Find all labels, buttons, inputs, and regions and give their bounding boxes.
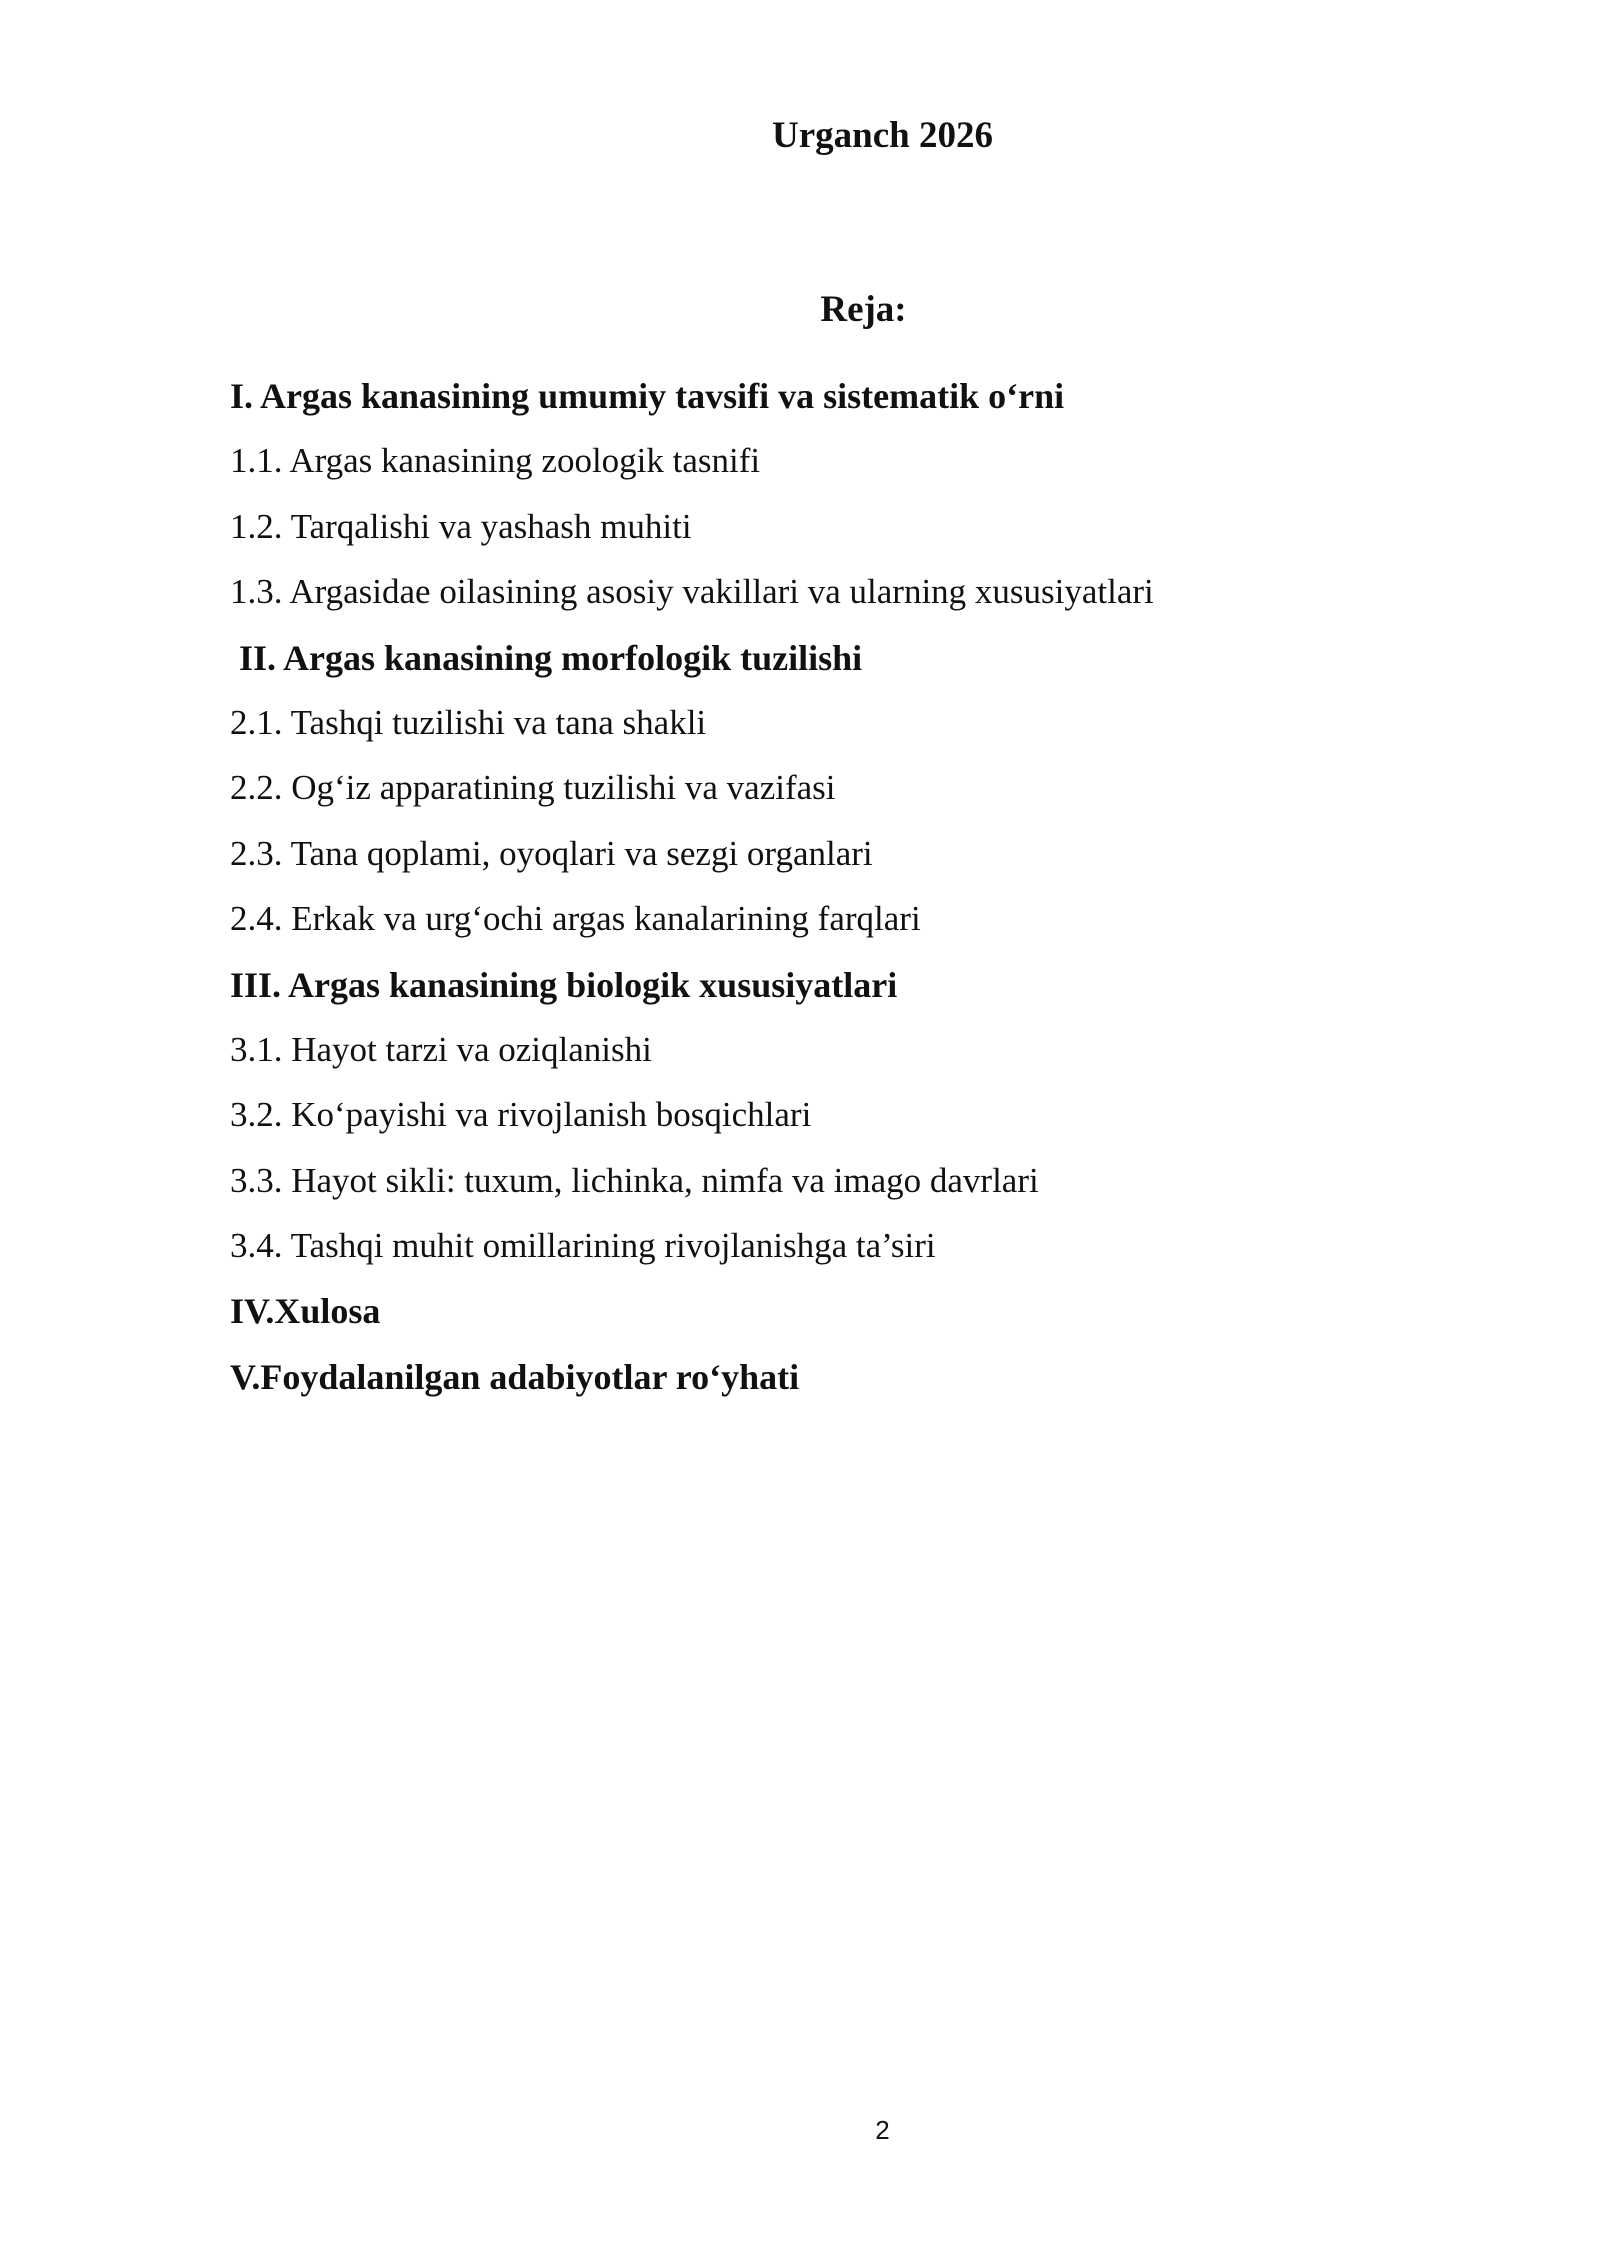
toc-item-1-1: 1.1. Argas kanasining zoologik tasnifi — [230, 441, 761, 481]
toc-item-2-2: 2.2. Og‘iz apparatining tuzilishi va vazifasi — [230, 768, 836, 808]
toc-item-3-4: 3.4. Tashqi muhit omillarining rivojlanishga ta’siri — [230, 1226, 936, 1266]
toc-item-2-3: 2.3. Tana qoplami, oyoqlari va sezgi organlari — [230, 833, 873, 873]
toc-item-3-1: 3.1. Hayot tarzi va oziqlanishi — [230, 1029, 652, 1069]
page-number: 2 — [875, 2115, 890, 2145]
toc-title: Reja: — [820, 289, 907, 330]
toc-section-2: II. Argas kanasining morfologik tuzilishi — [239, 637, 863, 678]
toc-item-1-3: 1.3. Argasidae oilasining asosiy vakillari va ularning xususiyatlari — [230, 572, 1154, 612]
toc-item-2-1: 2.1. Tashqi tuzilishi va tana shakli — [230, 702, 707, 742]
toc-section-4: IV.Xulosa — [230, 1291, 381, 1332]
toc-item-3-3: 3.3. Hayot sikli: tuxum, lichinka, nimfa va imago davrlari — [230, 1160, 1039, 1200]
toc-section-3: III. Argas kanasining biologik xususiyatlari — [230, 964, 898, 1005]
toc-item-1-2: 1.2. Tarqalishi va yashash muhiti — [230, 506, 692, 546]
table-of-contents — [230, 372, 1430, 1418]
toc-item-3-2: 3.2. Ko‘payishi va rivojlanish bosqichlari — [230, 1095, 812, 1135]
toc-section-1: I. Argas kanasining umumiy tavsifi va sistematik o‘rni — [230, 376, 1065, 416]
toc-item-2-4: 2.4. Erkak va urg‘ochi argas kanalarining farqlari — [230, 899, 921, 939]
toc-section-5: V.Foydalanilgan adabiyotlar ro‘yhati — [230, 1356, 800, 1397]
place-year-heading: Urganch 2026 — [772, 115, 993, 156]
